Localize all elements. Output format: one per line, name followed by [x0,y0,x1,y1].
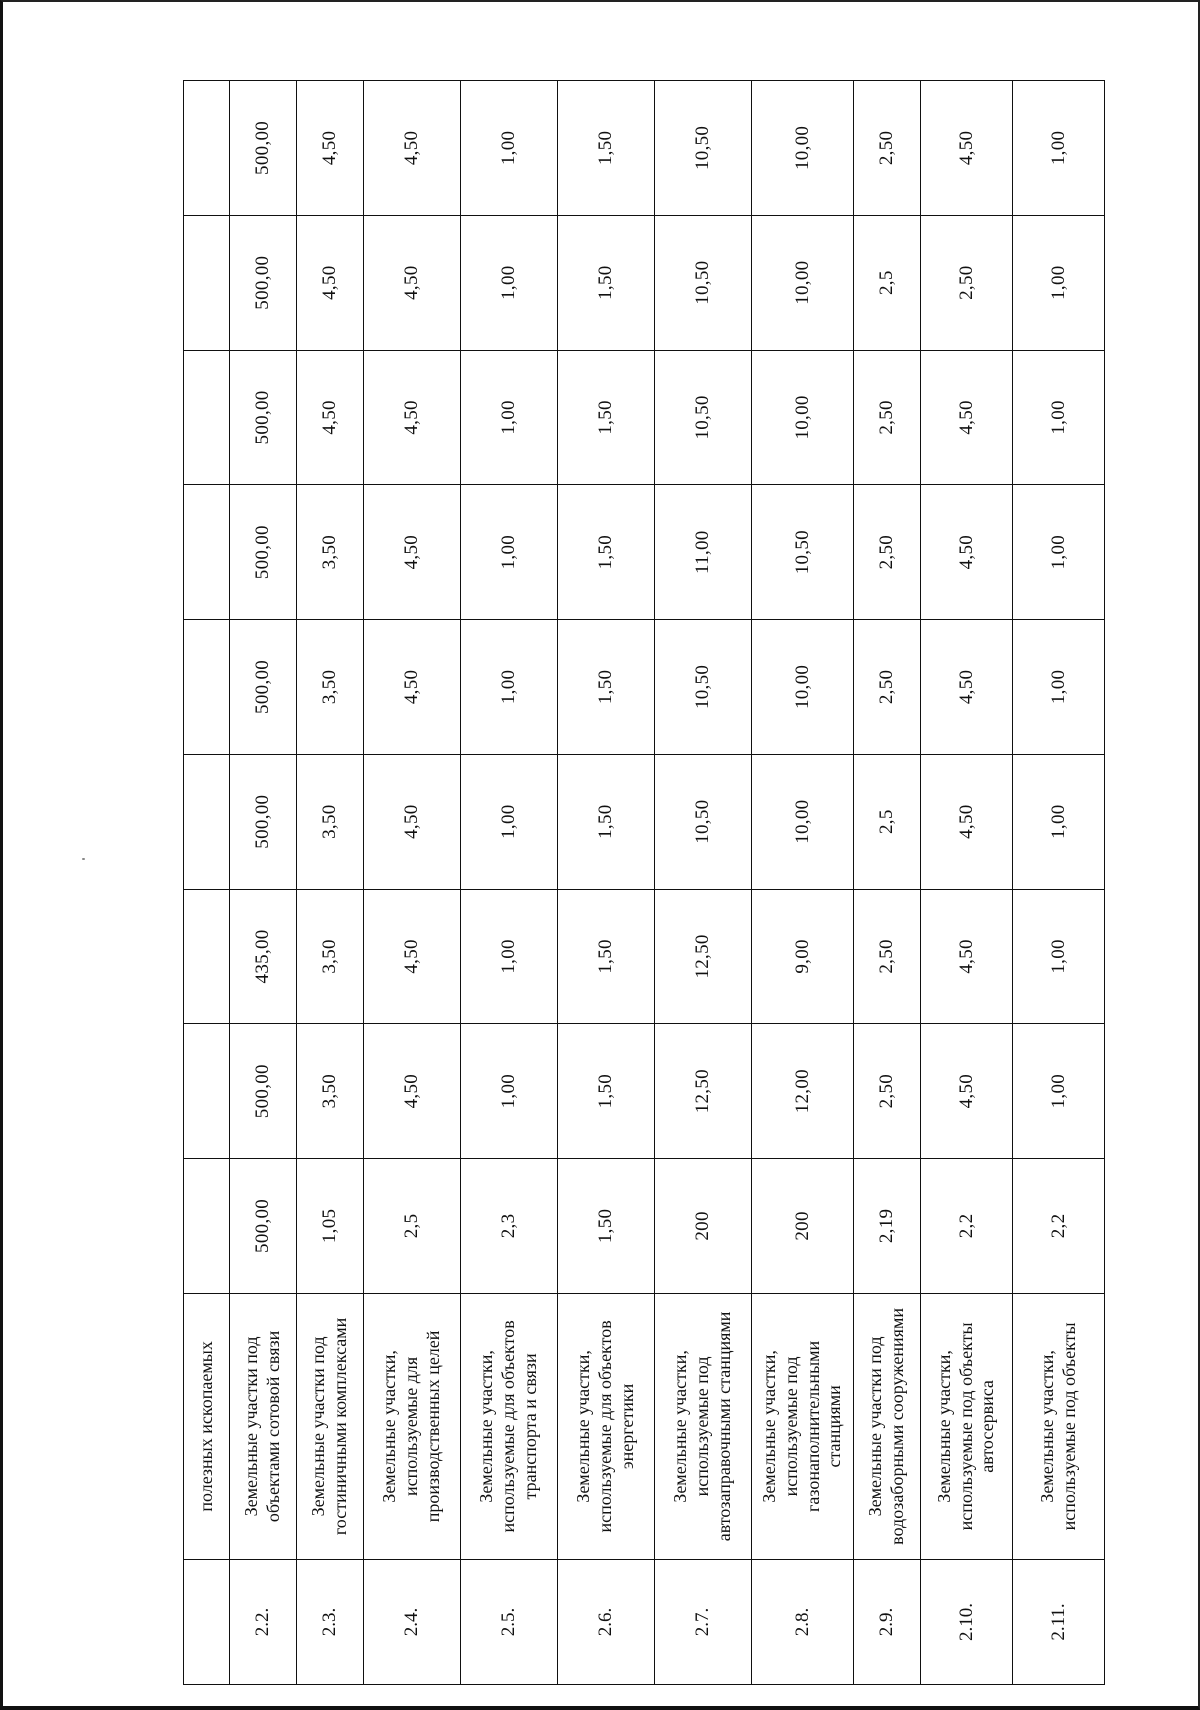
row-value-cell: 12,50 [655,889,752,1024]
row-value-cell: 4,50 [364,215,461,350]
row-value-cell: 2,19 [854,1159,921,1294]
row-value-cell: 1,00 [461,485,558,620]
table-row [655,81,752,1685]
row-value-cell: 2,50 [854,350,921,485]
rates-table [183,80,1105,1685]
row-value-cell: 1,00 [461,215,558,350]
row-value-cell: 435,00 [230,889,297,1024]
row-index-cell: 2.11. [1013,1560,1105,1685]
row-value-cell: 10,50 [655,620,752,755]
row-name-cell: Земельные участки, используемые для объектов транспорта и связи [461,1293,558,1559]
row-value-cell: 10,50 [655,215,752,350]
row-name-cell: Земельные участки, используемые для производственных целей [364,1293,461,1559]
header-value-cell [184,620,230,755]
row-index-cell: 2.3. [297,1560,364,1685]
row-value-cell: 2,50 [854,485,921,620]
row-value-cell: 4,50 [364,754,461,889]
row-value-cell: 4,50 [364,889,461,1024]
row-value-cell: 500,00 [230,1024,297,1159]
row-value-cell: 1,00 [1013,81,1105,216]
row-index-cell: 2.5. [461,1560,558,1685]
row-value-cell: 10,00 [752,620,854,755]
row-value-cell: 12,50 [655,1024,752,1159]
row-value-cell: 2,5 [364,1159,461,1294]
row-value-cell: 1,00 [461,350,558,485]
table-row [752,81,854,1685]
row-value-cell: 2,5 [854,215,921,350]
row-index-cell: 2.10. [921,1560,1013,1685]
row-value-cell: 1,00 [461,620,558,755]
row-index-cell: 2.9. [854,1560,921,1685]
row-value-cell: 2,50 [921,215,1013,350]
row-value-cell: 4,50 [921,81,1013,216]
row-index-cell: 2.8. [752,1560,854,1685]
row-value-cell: 11,00 [655,485,752,620]
row-index-cell: 2.7. [655,1560,752,1685]
row-value-cell: 500,00 [230,215,297,350]
row-value-cell: 2,3 [461,1159,558,1294]
row-value-cell: 3,50 [297,620,364,755]
table-row [921,81,1013,1685]
row-value-cell: 1,05 [297,1159,364,1294]
row-value-cell: 2,50 [854,1024,921,1159]
row-value-cell: 1,00 [1013,350,1105,485]
row-value-cell: 4,50 [297,215,364,350]
row-value-cell: 4,50 [297,81,364,216]
row-value-cell: 4,50 [921,485,1013,620]
row-value-cell: 12,00 [752,1024,854,1159]
row-value-cell: 4,50 [921,350,1013,485]
header-value-cell [184,1024,230,1159]
row-value-cell: 4,50 [364,620,461,755]
row-value-cell: 10,50 [655,81,752,216]
row-value-cell: 1,00 [1013,485,1105,620]
row-value-cell: 1,50 [558,620,655,755]
row-value-cell: 3,50 [297,485,364,620]
row-value-cell: 4,50 [297,350,364,485]
row-value-cell: 2,2 [921,1159,1013,1294]
row-value-cell: 2,50 [854,889,921,1024]
row-value-cell: 1,00 [1013,754,1105,889]
row-value-cell: 1,50 [558,215,655,350]
row-value-cell: 500,00 [230,485,297,620]
row-value-cell: 1,50 [558,81,655,216]
row-value-cell: 2,5 [854,754,921,889]
row-value-cell: 10,00 [752,215,854,350]
row-value-cell: 10,50 [655,350,752,485]
header-index-cell [184,1560,230,1685]
header-value-cell [184,215,230,350]
row-name-cell: Земельные участки, используемые под автозаправочными станциями [655,1293,752,1559]
row-value-cell: 200 [655,1159,752,1294]
header-name-cell: полезных ископаемых [184,1293,230,1559]
row-value-cell: 1,50 [558,1159,655,1294]
header-value-cell [184,1159,230,1294]
row-value-cell: 3,50 [297,754,364,889]
table-row [1013,81,1105,1685]
row-value-cell: 2,2 [1013,1159,1105,1294]
table-row [297,81,364,1685]
row-name-cell: Земельные участки, используемые под объекты автосервиса [921,1293,1013,1559]
row-name-cell: Земельные участки под водозаборными сооружениями [854,1293,921,1559]
row-value-cell: 1,50 [558,889,655,1024]
header-value-cell [184,81,230,216]
scan-speck [82,858,85,860]
row-value-cell: 1,50 [558,350,655,485]
row-value-cell: 1,50 [558,1024,655,1159]
row-value-cell: 1,00 [1013,215,1105,350]
header-value-cell [184,485,230,620]
row-value-cell: 3,50 [297,889,364,1024]
row-value-cell: 1,00 [461,81,558,216]
row-value-cell: 1,00 [461,889,558,1024]
row-value-cell: 4,50 [364,1024,461,1159]
row-name-cell: Земельные участки под объектами сотовой связи [230,1293,297,1559]
row-value-cell: 4,50 [364,81,461,216]
row-value-cell: 4,50 [921,889,1013,1024]
row-value-cell: 1,00 [461,1024,558,1159]
row-value-cell: 4,50 [921,620,1013,755]
row-value-cell: 10,00 [752,350,854,485]
table-row [461,81,558,1685]
row-name-cell: Земельные участки, используемые под газонаполнительными станциями [752,1293,854,1559]
row-value-cell: 500,00 [230,1159,297,1294]
row-value-cell: 10,00 [752,754,854,889]
row-value-cell: 1,00 [461,754,558,889]
row-value-cell: 4,50 [364,485,461,620]
row-value-cell: 1,00 [1013,889,1105,1024]
row-value-cell: 500,00 [230,620,297,755]
table-header-row [184,81,230,1685]
row-value-cell: 200 [752,1159,854,1294]
row-value-cell: 1,00 [1013,620,1105,755]
header-value-cell [184,754,230,889]
row-value-cell: 4,50 [921,754,1013,889]
row-value-cell: 500,00 [230,350,297,485]
row-value-cell: 10,50 [655,754,752,889]
header-value-cell [184,350,230,485]
row-index-cell: 2.4. [364,1560,461,1685]
row-name-cell: Земельные участки, используемые под объекты [1013,1293,1105,1559]
row-name-cell: Земельные участки, используемые для объектов энергетики [558,1293,655,1559]
row-index-cell: 2.2. [230,1560,297,1685]
row-value-cell: 1,00 [1013,1024,1105,1159]
row-index-cell: 2.6. [558,1560,655,1685]
table-row [230,81,297,1685]
table-row [558,81,655,1685]
row-value-cell: 9,00 [752,889,854,1024]
row-value-cell: 4,50 [364,350,461,485]
row-value-cell: 3,50 [297,1024,364,1159]
row-value-cell: 500,00 [230,754,297,889]
header-value-cell [184,889,230,1024]
row-value-cell: 1,50 [558,754,655,889]
row-value-cell: 2,50 [854,620,921,755]
row-value-cell: 500,00 [230,81,297,216]
row-value-cell: 1,50 [558,485,655,620]
row-value-cell: 10,50 [752,485,854,620]
row-name-cell: Земельные участки под гостиничными комплексами [297,1293,364,1559]
row-value-cell: 10,00 [752,81,854,216]
rotated-table-container [183,80,1104,1685]
table-row [364,81,461,1685]
table-row [854,81,921,1685]
row-value-cell: 4,50 [921,1024,1013,1159]
row-value-cell: 2,50 [854,81,921,216]
